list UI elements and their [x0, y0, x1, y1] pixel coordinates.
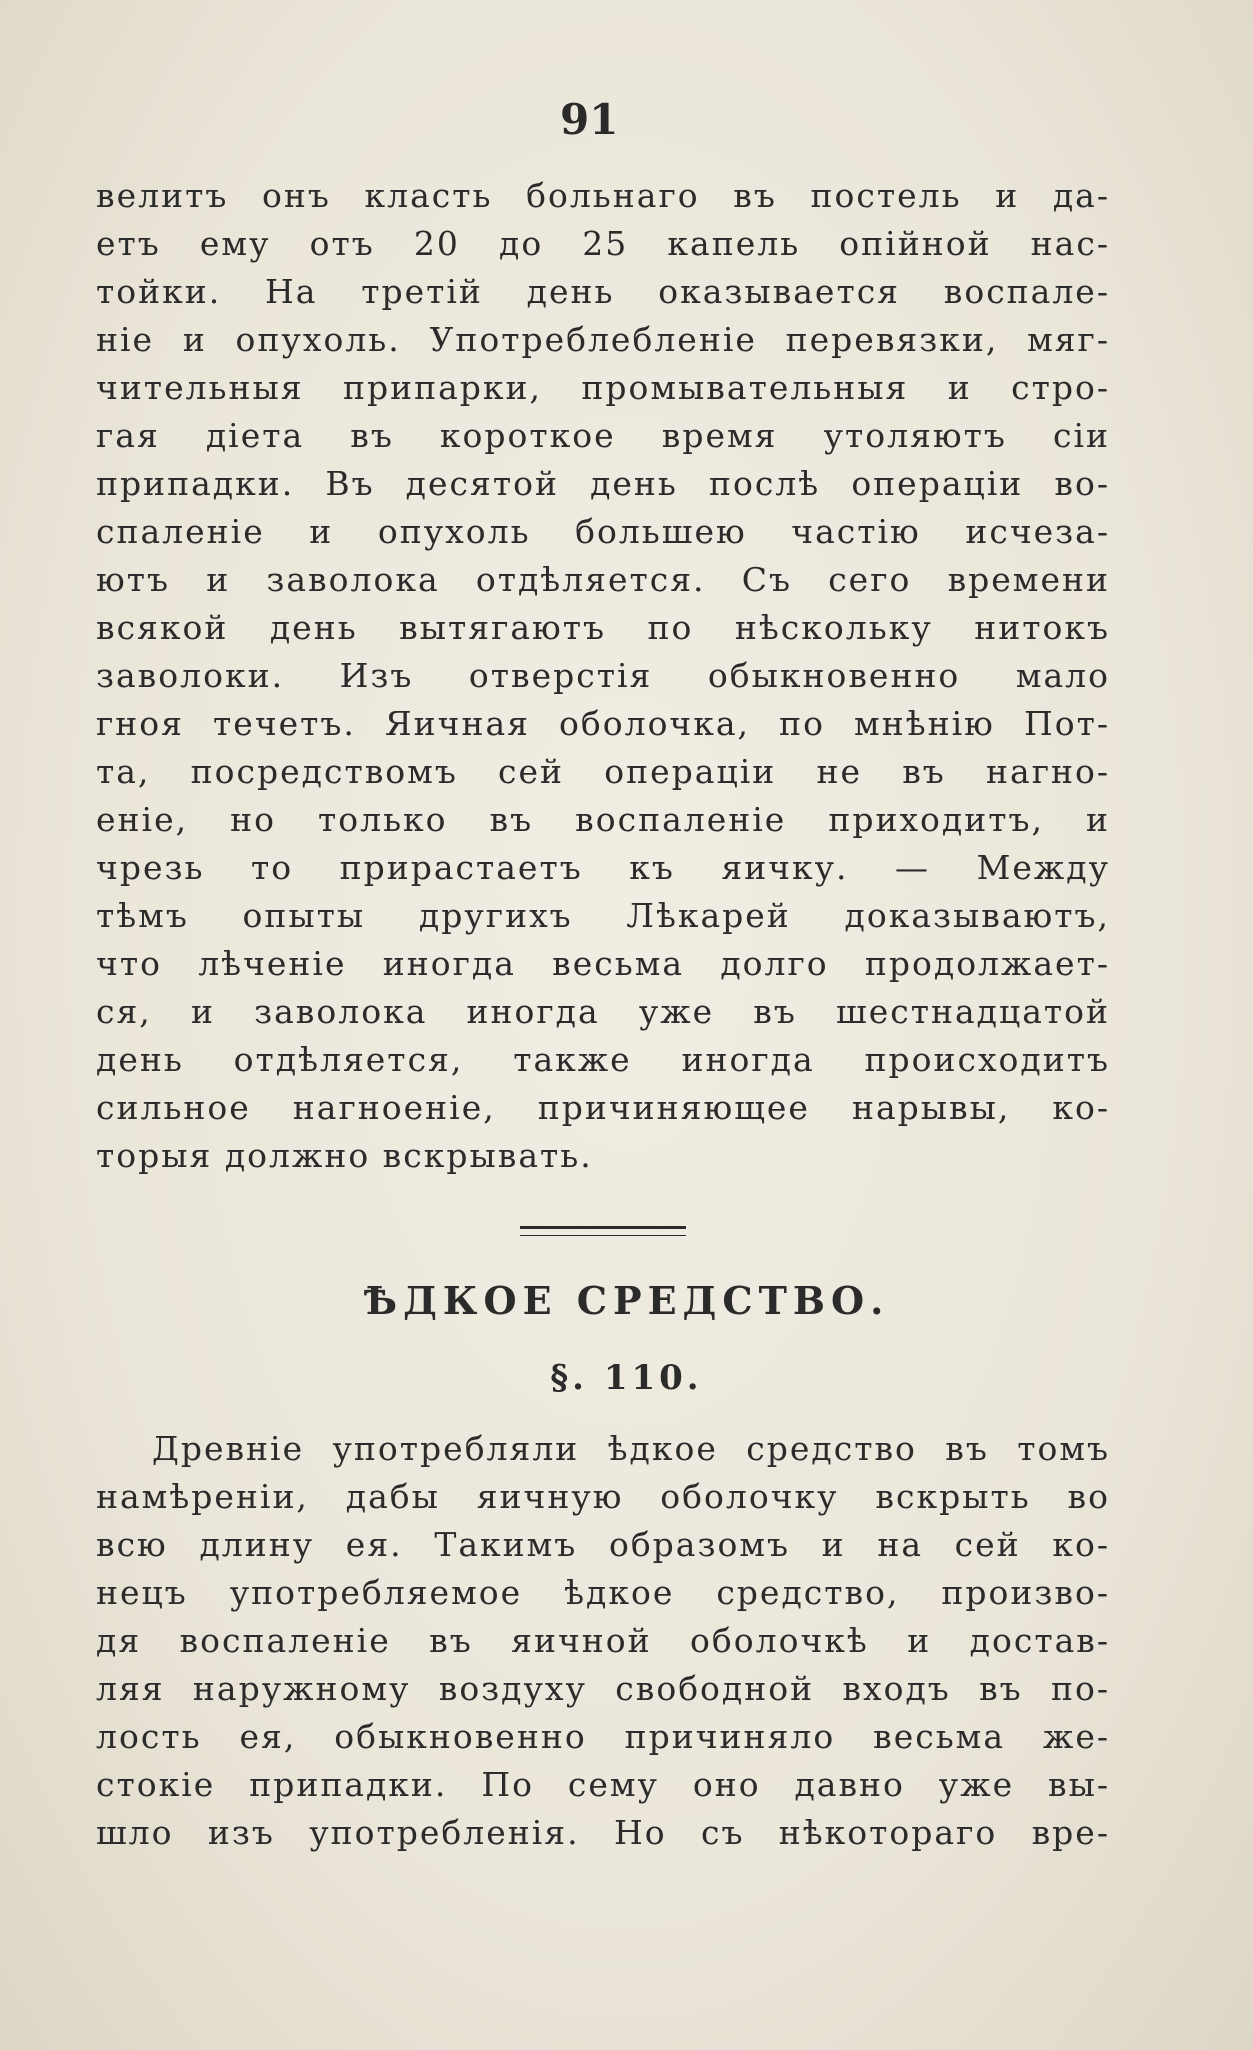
- text-line: ютъ и заволока отдѣляется. Съ сего времени: [96, 560, 1110, 599]
- section-title: ѢДКОЕ СРЕДСТВО.: [363, 1278, 890, 1323]
- text-line: что лѣченiе иногда весьма долго продолжает-: [96, 944, 1110, 983]
- text-line: шло изъ употребленiя. Но съ нѣкотораго вре-: [96, 1813, 1110, 1852]
- text-line: торыя должно вскрывать.: [96, 1136, 593, 1175]
- text-line: нецъ употребляемое ѣдкое средство, произво-: [96, 1573, 1110, 1612]
- text-line: ляя наружному воздуху свободной входъ въ по-: [96, 1669, 1110, 1708]
- text-line: лость ея, обыкновенно причиняло весьма же-: [96, 1717, 1110, 1756]
- text-line: тойки. На третiй день оказывается воспале-: [96, 272, 1110, 311]
- text-line: сильное нагноенiе, причиняющее нарывы, ко-: [96, 1088, 1110, 1127]
- text-line: енiе, но только въ воспаленiе приходитъ, и: [96, 800, 1110, 839]
- text-line: гая дiета въ короткое время утоляютъ сiи: [96, 416, 1110, 455]
- text-line: намѣренiи, дабы яичную оболочку вскрыть во: [96, 1477, 1110, 1516]
- text-line: всю длину ея. Такимъ образомъ и на сей ко-: [96, 1525, 1110, 1564]
- text-line: тѣмъ опыты другихъ Лѣкарей доказываютъ,: [96, 896, 1110, 935]
- text-line: стокiе припадки. По сему оно давно уже вы-: [96, 1765, 1110, 1804]
- text-line: припадки. Въ десятой день послѣ операцiи во-: [96, 464, 1110, 503]
- text-line: дя воспаленiе въ яичной оболочкѣ и достав-: [96, 1621, 1110, 1660]
- text-line: чительныя припарки, промывательныя и стро-: [96, 368, 1110, 407]
- section-divider: [520, 1226, 686, 1236]
- text-line: спаленiе и опухоль большею частiю исчеза-: [96, 512, 1110, 551]
- text-line: день отдѣляется, также иногда происходитъ: [96, 1040, 1110, 1079]
- text-line: етъ ему отъ 20 до 25 капель опiйной нас-: [96, 224, 1110, 263]
- text-line: та, посредствомъ сей операцiи не въ нагно-: [96, 752, 1110, 791]
- paragraph-number: §. 110.: [550, 1358, 703, 1398]
- text-line: Древнiе употребляли ѣдкое средство въ томъ: [152, 1429, 1110, 1468]
- text-line: всякой день вытягаютъ по нѣскольку нитокъ: [96, 608, 1110, 647]
- text-line: нiе и опухоль. Употреблебленiе перевязки, мяг-: [96, 320, 1110, 359]
- text-line: ся, и заволока иногда уже въ шестнадцатой: [96, 992, 1110, 1031]
- text-line: велитъ онъ класть больнаго въ постель и да-: [96, 176, 1110, 215]
- page-number: 91: [560, 95, 619, 144]
- text-line: гноя течетъ. Яичная оболочка, по мнѣнiю Пот-: [96, 704, 1110, 743]
- text-line: чрезь то прирастаетъ къ яичку. — Между: [96, 848, 1110, 887]
- section-text: [96, 1425, 1110, 1857]
- text-line: заволоки. Изъ отверстiя обыкновенно мало: [96, 656, 1110, 695]
- body-text: [96, 172, 1110, 1180]
